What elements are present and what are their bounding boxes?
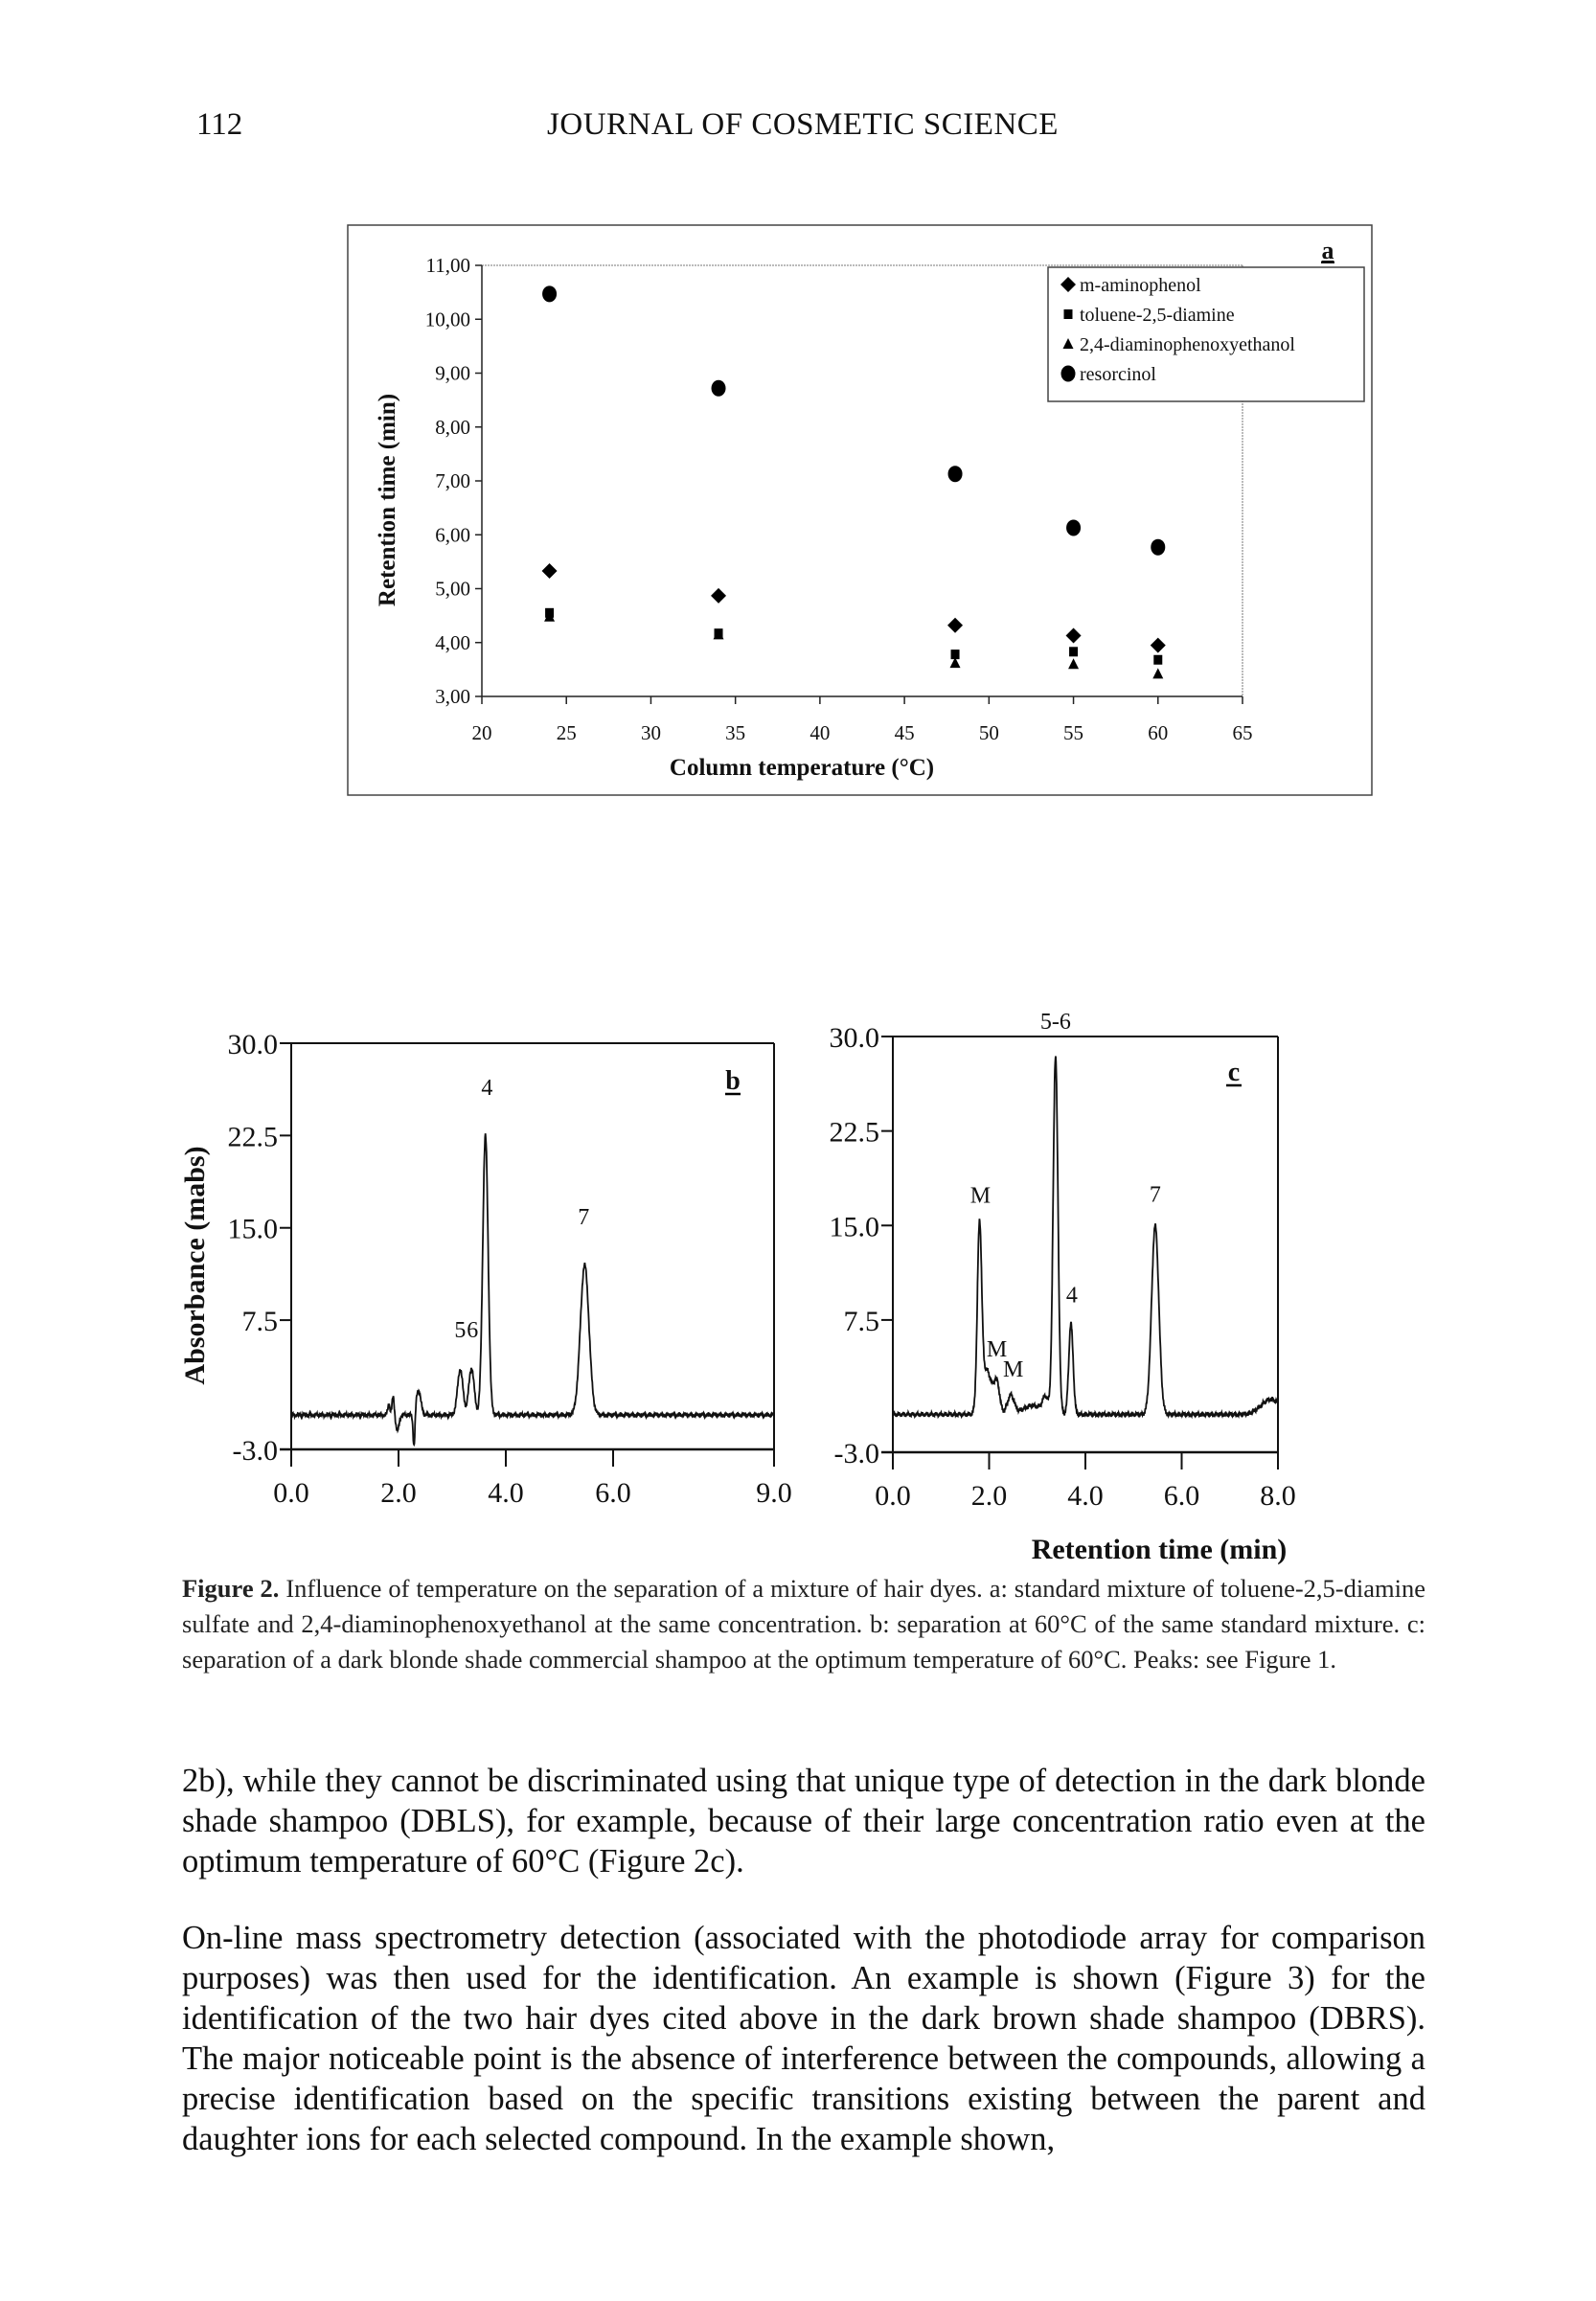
legend-label: toluene-2,5-diamine [1080, 305, 1235, 326]
x-tick-label: 0.0 [273, 1477, 309, 1509]
data-point-circle [948, 466, 963, 482]
peak-label: M [1002, 1357, 1024, 1383]
figure-2c-plot-area [830, 1010, 1296, 1565]
panel-label-a: a [1321, 237, 1334, 264]
x-tick-label: 55 [1063, 721, 1084, 744]
figure-2c-chromatogram [805, 958, 1596, 1590]
x-tick-label: 6.0 [1163, 1480, 1200, 1512]
peak-label: 4 [1065, 1283, 1078, 1309]
x-tick-label: 20 [471, 721, 492, 744]
peak-label: 7 [578, 1204, 590, 1230]
x-tick-label: 6.0 [595, 1477, 631, 1509]
panel-label-c: c [1227, 1058, 1241, 1087]
data-point-square [1153, 655, 1162, 665]
data-point-diamond [542, 563, 558, 579]
data-point-triangle [1068, 658, 1079, 669]
x-tick-label: 8.0 [1260, 1480, 1296, 1512]
x-tick-label: 2.0 [970, 1480, 1008, 1512]
peak-label: M [969, 1183, 992, 1209]
y-tick-label: 22.5 [829, 1116, 879, 1149]
data-point-diamond [1151, 638, 1166, 653]
panel-label-b: b [725, 1066, 741, 1096]
y-tick-label: 15.0 [227, 1213, 278, 1245]
y-tick-label: 10,00 [424, 308, 470, 331]
y-tick-label: 9,00 [435, 361, 470, 385]
x-tick-label: 30 [640, 721, 661, 744]
y-tick-label: 30.0 [227, 1029, 278, 1060]
y-tick-label: -3.0 [232, 1435, 278, 1467]
figure-caption-label: Figure 2. [182, 1574, 280, 1603]
legend-icon-circle [1061, 366, 1076, 382]
legend-label: m-aminophenol [1080, 275, 1201, 296]
peak-label: 4 [481, 1075, 493, 1101]
y-tick-label: 22.5 [227, 1121, 278, 1153]
y-tick-label: -3.0 [833, 1438, 879, 1469]
peak-label: M [986, 1337, 1008, 1363]
chromatogram-trace [893, 1057, 1278, 1418]
data-point-circle [542, 285, 557, 302]
legend-label: 2,4-diaminophenoxyethanol [1080, 334, 1295, 355]
x-tick-label: 25 [556, 721, 577, 744]
y-tick-label: 5,00 [435, 577, 470, 601]
data-point-diamond [1066, 627, 1082, 643]
y-tick-label: 7.5 [843, 1305, 879, 1337]
data-point-diamond [947, 618, 963, 633]
y-tick-label: 15.0 [829, 1211, 879, 1243]
page-number: 112 [196, 107, 243, 142]
y-axis-title: Absorbance (mabs) [179, 1146, 211, 1385]
legend-icon-square [1064, 309, 1073, 319]
body-paragraph: 2b), while they cannot be discriminated using that unique type of detection in the dark blonde shade shampoo (DBLS), for example, because of their large concentration ratio even at the optimum temperature of 60°C (Figure 2c). [182, 1763, 1425, 1880]
figure-2a-scatter [0, 0, 1596, 862]
x-tick-label: 40 [809, 721, 831, 744]
x-axis-title: Retention time (min) [1031, 1534, 1288, 1565]
body-paragraph: On-line mass spectrometry detection (associated with the photodiode array for comparison purposes) was then used for the identification. An example is shown (Figure 3) for the identification of the two hair dyes cited above in the dark brown shade shampoo (DBRS). The major noticeable point is the absence of interference between the compounds, allowing a precise identification based on the specific transitions existing between the parent and daughter ions for each selected compound. In the example shown, [182, 1920, 1425, 2157]
x-tick-label: 2.0 [380, 1477, 417, 1509]
data-point-triangle [1152, 668, 1163, 678]
x-tick-label: 9.0 [756, 1477, 792, 1509]
peak-label: 5-6 [1039, 1010, 1071, 1036]
y-tick-label: 11,00 [425, 254, 470, 277]
figure-2b-chromatogram [0, 958, 805, 1552]
data-point-circle [1151, 539, 1165, 556]
y-tick-label: 6,00 [435, 523, 470, 547]
x-tick-label: 4.0 [488, 1477, 524, 1509]
data-point-circle [712, 380, 726, 397]
y-tick-label: 30.0 [829, 1022, 879, 1054]
chromatogram-trace [291, 1133, 774, 1445]
figure-caption-text: Influence of temperature on the separation of a mixture of hair dyes. a: standard mixture of toluene-2,5-diamine sulfate and 2,4-diaminophenoxyethanol at the same concentration. b: separation at 60°C of the same standard mixture. c: separation of a dark blonde shade commercial shampoo at the optimum temperature of 60°C. Peaks: see Figure 1. [182, 1574, 1425, 1674]
peak-label: 5 [454, 1318, 467, 1344]
y-tick-label: 3,00 [435, 685, 470, 708]
x-tick-label: 0.0 [875, 1480, 911, 1512]
x-tick-label: 60 [1148, 721, 1169, 744]
running-head: JOURNAL OF COSMETIC SCIENCE [547, 107, 1059, 142]
y-tick-label: 8,00 [435, 415, 470, 439]
y-tick-label: 7.5 [241, 1306, 278, 1338]
y-tick-label: 7,00 [435, 469, 470, 492]
x-tick-label: 50 [978, 721, 999, 744]
peak-label: 6 [467, 1318, 479, 1344]
x-tick-label: 4.0 [1067, 1480, 1104, 1512]
legend-label: resorcinol [1080, 364, 1156, 385]
y-axis-title: Retention time (min) [375, 393, 400, 607]
x-tick-label: 65 [1232, 721, 1253, 744]
figure-2b-plot-area [179, 1029, 792, 1509]
x-tick-label: 45 [894, 721, 915, 744]
figure-caption [182, 1571, 1425, 1677]
peak-label: 7 [1149, 1182, 1161, 1208]
x-tick-label: 35 [725, 721, 746, 744]
figure-2a-legend [1048, 267, 1364, 401]
data-point-circle [1066, 519, 1081, 535]
data-point-diamond [711, 588, 726, 604]
y-tick-label: 4,00 [435, 630, 470, 654]
data-point-square [1069, 647, 1078, 656]
x-axis-title: Column temperature (°C) [669, 755, 935, 781]
